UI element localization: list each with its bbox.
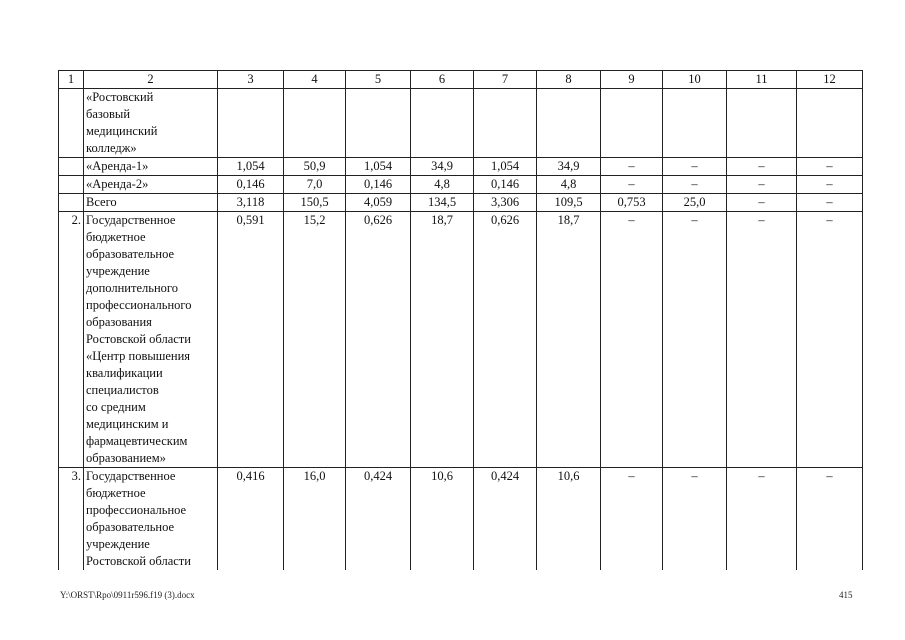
column-header: 2 — [84, 71, 218, 89]
cell-value: 3,306 — [474, 194, 537, 212]
row-name: Всего — [84, 194, 218, 212]
cell-value: 4,8 — [411, 176, 474, 194]
column-header: 9 — [601, 71, 663, 89]
cell-value: – — [797, 468, 863, 571]
cell-value — [727, 89, 797, 158]
cell-value: 25,0 — [663, 194, 727, 212]
cell-value: 18,7 — [411, 212, 474, 468]
cell-value: 34,9 — [411, 158, 474, 176]
cell-value — [601, 89, 663, 158]
cell-value: 0,626 — [346, 212, 411, 468]
row-number — [59, 176, 84, 194]
cell-value: 0,146 — [346, 176, 411, 194]
cell-value: – — [727, 212, 797, 468]
row-name: Государственное бюджетное образовательное учреждение дополнительного профессионального образования Ростовской области «Центр повышения квалификации специалистов со средним медицинским и фармацевтическим образованием» — [84, 212, 218, 468]
table-row — [59, 194, 863, 212]
cell-value: – — [663, 212, 727, 468]
column-header: 1 — [59, 71, 84, 89]
row-number: 2. — [59, 212, 84, 468]
column-header: 10 — [663, 71, 727, 89]
row-number — [59, 158, 84, 176]
cell-value: 7,0 — [284, 176, 346, 194]
file-path-footer: Y:\ORST\Rpo\0911r596.f19 (3).docx — [60, 590, 195, 600]
column-header: 12 — [797, 71, 863, 89]
column-header: 3 — [218, 71, 284, 89]
cell-value: 10,6 — [411, 468, 474, 571]
cell-value — [663, 89, 727, 158]
cell-value: 1,054 — [474, 158, 537, 176]
cell-value — [537, 89, 601, 158]
cell-value: 109,5 — [537, 194, 601, 212]
row-number: 3. — [59, 468, 84, 571]
row-name: «Аренда-1» — [84, 158, 218, 176]
table-row — [59, 176, 863, 194]
cell-value — [284, 89, 346, 158]
cell-value: – — [601, 468, 663, 571]
cell-value: – — [601, 158, 663, 176]
table-row — [59, 212, 863, 468]
cell-value: 0,146 — [474, 176, 537, 194]
cell-value: 0,591 — [218, 212, 284, 468]
cell-value: 34,9 — [537, 158, 601, 176]
cell-value: – — [727, 468, 797, 571]
cell-value: 0,146 — [218, 176, 284, 194]
cell-value: 134,5 — [411, 194, 474, 212]
header-row — [59, 71, 863, 89]
cell-value: – — [797, 176, 863, 194]
table-row — [59, 158, 863, 176]
cell-value: 3,118 — [218, 194, 284, 212]
cell-value: 4,059 — [346, 194, 411, 212]
cell-value: – — [727, 158, 797, 176]
page-number: 415 — [839, 590, 853, 600]
column-header: 4 — [284, 71, 346, 89]
row-name: «Аренда-2» — [84, 176, 218, 194]
cell-value — [218, 89, 284, 158]
cell-value: 150,5 — [284, 194, 346, 212]
cell-value: 0,416 — [218, 468, 284, 571]
row-number — [59, 194, 84, 212]
cell-value: 0,753 — [601, 194, 663, 212]
column-header: 11 — [727, 71, 797, 89]
cell-value: 50,9 — [284, 158, 346, 176]
data-table — [58, 70, 863, 570]
cell-value: 18,7 — [537, 212, 601, 468]
cell-value: – — [601, 176, 663, 194]
cell-value: 16,0 — [284, 468, 346, 571]
row-number — [59, 89, 84, 158]
column-header: 8 — [537, 71, 601, 89]
cell-value: – — [797, 212, 863, 468]
cell-value: – — [797, 158, 863, 176]
table-row — [59, 468, 863, 571]
cell-value — [474, 89, 537, 158]
cell-value: 4,8 — [537, 176, 601, 194]
cell-value: – — [601, 212, 663, 468]
column-header: 7 — [474, 71, 537, 89]
cell-value: 0,424 — [474, 468, 537, 571]
row-name: «Ростовский базовый медицинский колледж» — [84, 89, 218, 158]
cell-value: – — [727, 194, 797, 212]
table-row — [59, 89, 863, 158]
cell-value: 15,2 — [284, 212, 346, 468]
column-header: 6 — [411, 71, 474, 89]
cell-value: 1,054 — [218, 158, 284, 176]
cell-value: 1,054 — [346, 158, 411, 176]
column-header: 5 — [346, 71, 411, 89]
cell-value: – — [727, 176, 797, 194]
cell-value — [411, 89, 474, 158]
cell-value: 10,6 — [537, 468, 601, 571]
cell-value: – — [663, 176, 727, 194]
cell-value: 0,626 — [474, 212, 537, 468]
cell-value: – — [663, 158, 727, 176]
cell-value: – — [797, 194, 863, 212]
cell-value: – — [663, 468, 727, 571]
cell-value: 0,424 — [346, 468, 411, 571]
row-name: Государственное бюджетное профессиональное образовательное учреждение Ростовской области — [84, 468, 218, 571]
cell-value — [346, 89, 411, 158]
cell-value — [797, 89, 863, 158]
